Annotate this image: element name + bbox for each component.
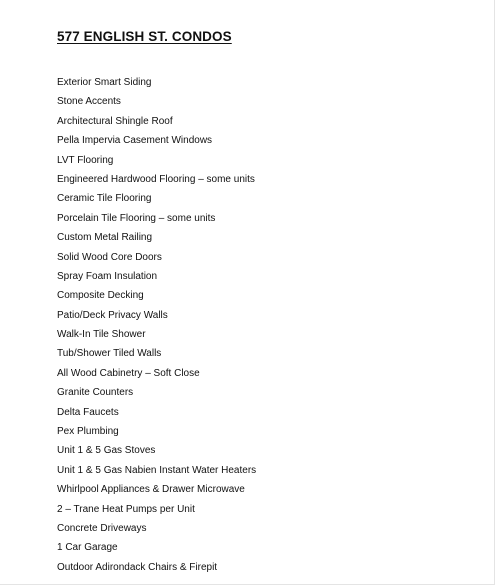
feature-item: Concrete Driveways (57, 522, 147, 534)
feature-item: Composite Decking (57, 290, 144, 302)
feature-item: All Wood Cabinetry – Soft Close (57, 367, 200, 379)
feature-item: Walk-In Tile Shower (57, 329, 146, 341)
feature-item: 2 – Trane Heat Pumps per Unit (57, 503, 195, 515)
feature-item: 1 Car Garage (57, 542, 118, 554)
feature-list (57, 73, 256, 577)
feature-item: Pex Plumbing (57, 426, 119, 438)
feature-item: Solid Wood Core Doors (57, 251, 162, 263)
feature-item: Stone Accents (57, 96, 121, 108)
feature-item: Engineered Hardwood Flooring – some units (57, 173, 255, 185)
feature-item: Outdoor Adirondack Chairs & Firepit (57, 561, 218, 573)
document-title: 577 ENGLISH ST. CONDOS (57, 29, 232, 44)
feature-item: Granite Counters (57, 387, 134, 399)
feature-item: Delta Faucets (57, 406, 119, 418)
feature-item: Architectural Shingle Roof (57, 115, 173, 127)
feature-item: Tub/Shower Tiled Walls (57, 348, 162, 360)
feature-item: Whirlpool Appliances & Drawer Microwave (57, 484, 245, 496)
feature-item: Unit 1 & 5 Gas Nabien Instant Water Heaters (57, 464, 257, 476)
feature-item: Custom Metal Railing (57, 232, 153, 244)
feature-item: LVT Flooring (57, 154, 114, 166)
feature-item: Patio/Deck Privacy Walls (57, 309, 168, 321)
feature-item: Pella Impervia Casement Windows (57, 135, 213, 147)
feature-item: Porcelain Tile Flooring – some units (57, 212, 216, 224)
feature-item: Spray Foam Insulation (57, 270, 158, 282)
feature-item: Ceramic Tile Flooring (57, 193, 152, 205)
feature-item: Unit 1 & 5 Gas Stoves (57, 445, 156, 457)
feature-item: Exterior Smart Siding (57, 77, 152, 88)
